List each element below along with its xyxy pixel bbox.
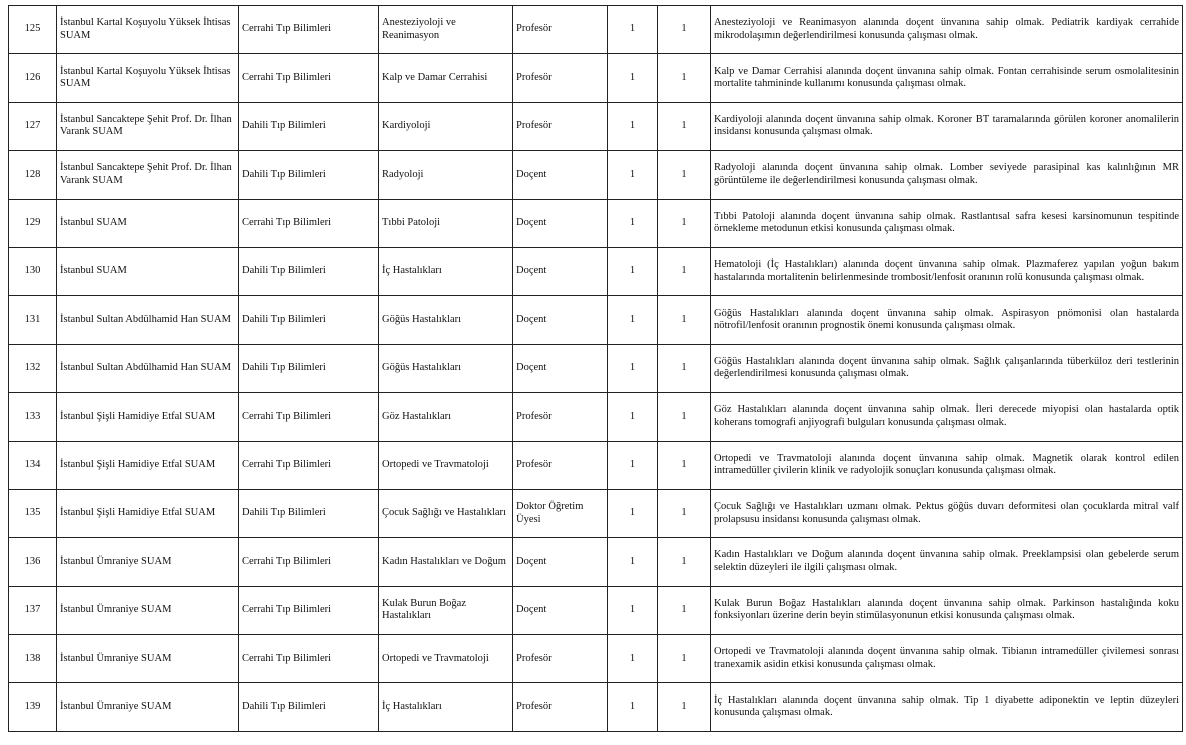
row-number: 136	[9, 538, 57, 586]
specialty: Göğüs Hastalıkları	[379, 296, 513, 344]
hospital-name: İstanbul SUAM	[57, 247, 239, 295]
table-row	[9, 441, 1183, 489]
position-count-total: 1	[658, 6, 711, 54]
row-number: 139	[9, 683, 57, 731]
hospital-name: İstanbul Kartal Koşuyolu Yüksek İhtisas SUAM	[57, 6, 239, 54]
hospital-name: İstanbul Ümraniye SUAM	[57, 683, 239, 731]
hospital-name: İstanbul Şişli Hamidiye Etfal SUAM	[57, 441, 239, 489]
department: Cerrahi Tıp Bilimleri	[239, 6, 379, 54]
table-row	[9, 296, 1183, 344]
requirement-text: Kardiyoloji alanında doçent ünvanına sahip olmak. Koroner BT taramalarında görülen koroner anomalilerin insidansı konusunda çalışması olmak.	[711, 102, 1183, 150]
department: Cerrahi Tıp Bilimleri	[239, 586, 379, 634]
academic-title: Doçent	[513, 247, 608, 295]
requirement-text: Tıbbi Patoloji alanında doçent ünvanına sahip olmak. Rastlantısal safra kesesi karsinomunun tespitinde örnekleme metodunun etkisi konusunda çalışması olmak.	[711, 199, 1183, 247]
hospital-name: İstanbul Sancaktepe Şehit Prof. Dr. İlhan Varank SUAM	[57, 102, 239, 150]
position-count: 1	[608, 344, 658, 392]
position-count: 1	[608, 441, 658, 489]
row-number: 133	[9, 393, 57, 441]
department: Dahili Tıp Bilimleri	[239, 344, 379, 392]
row-number: 132	[9, 344, 57, 392]
row-number: 127	[9, 102, 57, 150]
academic-title: Doktor Öğretim Üyesi	[513, 489, 608, 537]
specialty: Göz Hastalıkları	[379, 393, 513, 441]
table-row	[9, 344, 1183, 392]
row-number: 130	[9, 247, 57, 295]
table-body	[9, 6, 1183, 732]
position-count-total: 1	[658, 586, 711, 634]
hospital-name: İstanbul Ümraniye SUAM	[57, 538, 239, 586]
table-row	[9, 54, 1183, 102]
position-count: 1	[608, 102, 658, 150]
position-count: 1	[608, 247, 658, 295]
department: Dahili Tıp Bilimleri	[239, 102, 379, 150]
department: Cerrahi Tıp Bilimleri	[239, 54, 379, 102]
requirement-text: Radyoloji alanında doçent ünvanına sahip olmak. Lomber seviyede parasipinal kas kalınlığının MR görüntüleme ile değerlendirilmesi konusunda çalışması olmak.	[711, 151, 1183, 199]
table-row	[9, 6, 1183, 54]
specialty: Kalp ve Damar Cerrahisi	[379, 54, 513, 102]
specialty: Ortopedi ve Travmatoloji	[379, 635, 513, 683]
position-count-total: 1	[658, 102, 711, 150]
position-count: 1	[608, 6, 658, 54]
specialty: Göğüs Hastalıkları	[379, 344, 513, 392]
position-count: 1	[608, 538, 658, 586]
position-count: 1	[608, 489, 658, 537]
position-count-total: 1	[658, 151, 711, 199]
position-count: 1	[608, 635, 658, 683]
department: Cerrahi Tıp Bilimleri	[239, 199, 379, 247]
table-row	[9, 683, 1183, 731]
requirement-text: İç Hastalıkları alanında doçent ünvanına sahip olmak. Tip 1 diyabette adiponektin ve leptin düzeyleri konusunda çalışması olmak.	[711, 683, 1183, 731]
department: Cerrahi Tıp Bilimleri	[239, 635, 379, 683]
hospital-name: İstanbul Sultan Abdülhamid Han SUAM	[57, 344, 239, 392]
academic-title: Doçent	[513, 538, 608, 586]
hospital-name: İstanbul Ümraniye SUAM	[57, 635, 239, 683]
row-number: 125	[9, 6, 57, 54]
hospital-name: İstanbul SUAM	[57, 199, 239, 247]
table-row	[9, 151, 1183, 199]
position-count-total: 1	[658, 199, 711, 247]
position-count-total: 1	[658, 393, 711, 441]
table-row	[9, 538, 1183, 586]
academic-title: Profesör	[513, 683, 608, 731]
position-count: 1	[608, 393, 658, 441]
table-row	[9, 199, 1183, 247]
academic-title: Profesör	[513, 54, 608, 102]
table-row	[9, 586, 1183, 634]
position-count: 1	[608, 199, 658, 247]
position-count-total: 1	[658, 538, 711, 586]
academic-title: Doçent	[513, 151, 608, 199]
hospital-name: İstanbul Şişli Hamidiye Etfal SUAM	[57, 393, 239, 441]
requirement-text: Kadın Hastalıkları ve Doğum alanında doçent ünvanına sahip olmak. Preeklampsisi olan gebelerde serum selektin düzeyleri ile ilgili çalışması olmak.	[711, 538, 1183, 586]
academic-title: Profesör	[513, 635, 608, 683]
specialty: Anesteziyoloji ve Reanimasyon	[379, 6, 513, 54]
position-count-total: 1	[658, 683, 711, 731]
row-number: 126	[9, 54, 57, 102]
specialty: Kadın Hastalıkları ve Doğum	[379, 538, 513, 586]
positions-table	[8, 5, 1183, 732]
department: Dahili Tıp Bilimleri	[239, 151, 379, 199]
position-count: 1	[608, 683, 658, 731]
position-count: 1	[608, 586, 658, 634]
requirement-text: Göğüs Hastalıkları alanında doçent ünvanına sahip olmak. Sağlık çalışanlarında tüberküloz deri testlerinin değerlendirilmesi konusunda çalışması olmak.	[711, 344, 1183, 392]
academic-title: Doçent	[513, 199, 608, 247]
table-row	[9, 102, 1183, 150]
specialty: İç Hastalıkları	[379, 683, 513, 731]
requirement-text: Hematoloji (İç Hastalıkları) alanında doçent ünvanına sahip olmak. Plazmaferez yapılan yoğun bakım hastalarında mortalitenin belirlenmesinde trombosit/lenfosit oranının rolü konusunda çalışması olmak.	[711, 247, 1183, 295]
position-count-total: 1	[658, 489, 711, 537]
position-count-total: 1	[658, 344, 711, 392]
department: Dahili Tıp Bilimleri	[239, 683, 379, 731]
department: Dahili Tıp Bilimleri	[239, 247, 379, 295]
requirement-text: Kulak Burun Boğaz Hastalıkları alanında doçent ünvanına sahip olmak. Parkinson hastalığında koku fonksiyonları üzerine derin beyin stimülasyonunun etkisi konusunda çalışması olmak.	[711, 586, 1183, 634]
table-row	[9, 489, 1183, 537]
hospital-name: İstanbul Ümraniye SUAM	[57, 586, 239, 634]
academic-title: Doçent	[513, 344, 608, 392]
hospital-name: İstanbul Sancaktepe Şehit Prof. Dr. İlhan Varank SUAM	[57, 151, 239, 199]
position-count: 1	[608, 296, 658, 344]
table-row	[9, 635, 1183, 683]
position-count-total: 1	[658, 441, 711, 489]
academic-title: Doçent	[513, 296, 608, 344]
position-count-total: 1	[658, 54, 711, 102]
requirement-text: Göz Hastalıkları alanında doçent ünvanına sahip olmak. İleri derecede miyopisi olan hastalarda optik koherans tomografi anjiyografi bulguları konusunda çalışması olmak.	[711, 393, 1183, 441]
row-number: 137	[9, 586, 57, 634]
department: Dahili Tıp Bilimleri	[239, 296, 379, 344]
department: Cerrahi Tıp Bilimleri	[239, 441, 379, 489]
position-count-total: 1	[658, 635, 711, 683]
department: Dahili Tıp Bilimleri	[239, 489, 379, 537]
specialty: Kulak Burun Boğaz Hastalıkları	[379, 586, 513, 634]
specialty: Radyoloji	[379, 151, 513, 199]
department: Cerrahi Tıp Bilimleri	[239, 538, 379, 586]
table-row	[9, 393, 1183, 441]
specialty: Tıbbi Patoloji	[379, 199, 513, 247]
row-number: 135	[9, 489, 57, 537]
position-count: 1	[608, 54, 658, 102]
row-number: 131	[9, 296, 57, 344]
specialty: Çocuk Sağlığı ve Hastalıkları	[379, 489, 513, 537]
position-count-total: 1	[658, 296, 711, 344]
requirement-text: Anesteziyoloji ve Reanimasyon alanında doçent ünvanına sahip olmak. Pediatrik kardiyak cerrahide mikrodolaşımın değerlendirilmesi konusunda çalışması olmak.	[711, 6, 1183, 54]
academic-title: Profesör	[513, 441, 608, 489]
row-number: 128	[9, 151, 57, 199]
row-number: 138	[9, 635, 57, 683]
specialty: Kardiyoloji	[379, 102, 513, 150]
academic-title: Doçent	[513, 586, 608, 634]
requirement-text: Ortopedi ve Travmatoloji alanında doçent ünvanına sahip olmak. Tibianın intramedüller çivilemesi sonrası tranexamik asidin etkisi konusunda çalışması olmak.	[711, 635, 1183, 683]
hospital-name: İstanbul Kartal Koşuyolu Yüksek İhtisas SUAM	[57, 54, 239, 102]
hospital-name: İstanbul Sultan Abdülhamid Han SUAM	[57, 296, 239, 344]
requirement-text: Çocuk Sağlığı ve Hastalıkları uzmanı olmak. Pektus göğüs duvarı deformitesi olan çocuklarda mitral valf prolapsusu insidansı konusunda çalışması olmak.	[711, 489, 1183, 537]
table-row	[9, 247, 1183, 295]
position-count-total: 1	[658, 247, 711, 295]
requirement-text: Kalp ve Damar Cerrahisi alanında doçent ünvanına sahip olmak. Fontan cerrahisinde serum osmolalitesinin mortalite tahmininde kullanımı konusunda çalışması olmak.	[711, 54, 1183, 102]
specialty: Ortopedi ve Travmatoloji	[379, 441, 513, 489]
academic-title: Profesör	[513, 393, 608, 441]
department: Cerrahi Tıp Bilimleri	[239, 393, 379, 441]
academic-title: Profesör	[513, 102, 608, 150]
requirement-text: Ortopedi ve Travmatoloji alanında doçent ünvanına sahip olmak. Magnetik olarak kontrol edilen intramedüller çivilerin klinik ve radyolojik sonuçları konusunda çalışması olmak.	[711, 441, 1183, 489]
row-number: 129	[9, 199, 57, 247]
row-number: 134	[9, 441, 57, 489]
academic-title: Profesör	[513, 6, 608, 54]
specialty: İç Hastalıkları	[379, 247, 513, 295]
requirement-text: Göğüs Hastalıkları alanında doçent ünvanına sahip olmak. Aspirasyon pnömonisi olan hastalarda nötrofil/lenfosit oranının prognostik önemi konusunda çalışması olmak.	[711, 296, 1183, 344]
position-count: 1	[608, 151, 658, 199]
hospital-name: İstanbul Şişli Hamidiye Etfal SUAM	[57, 489, 239, 537]
